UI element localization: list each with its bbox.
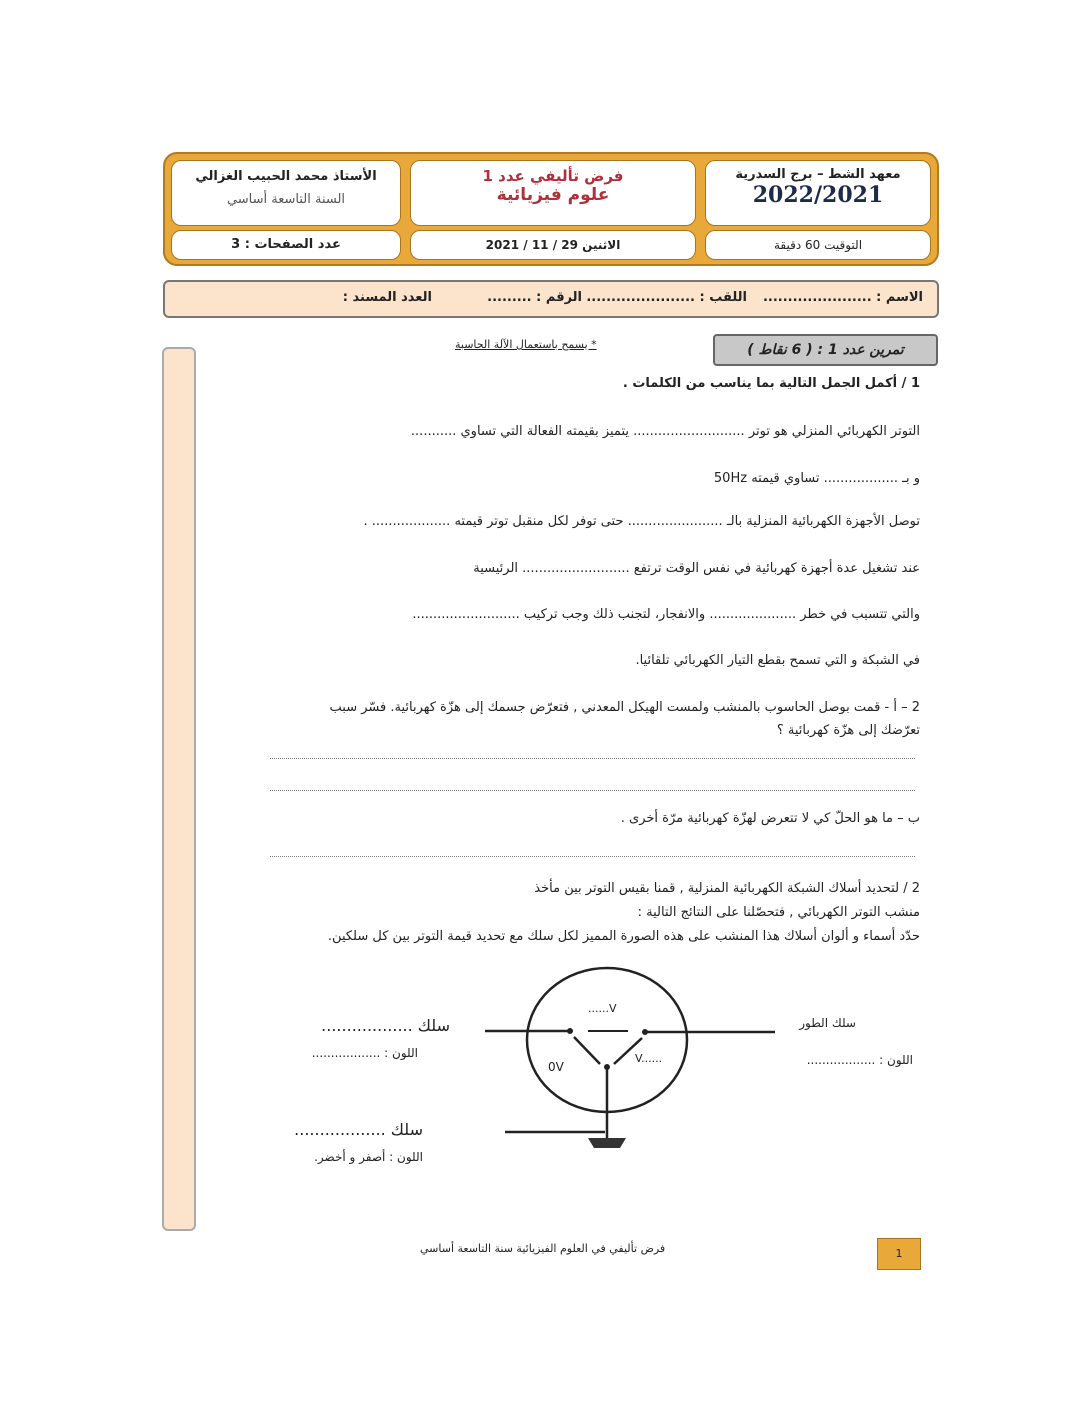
school-name: معهد الشط – برج السدرية [735, 167, 901, 182]
question-3-line-2: منشب التوتر الكهربائي , فتحصّلنا على النتائج التالية : [637, 905, 920, 920]
exam-title-cell [410, 160, 696, 226]
school-cell [705, 160, 931, 226]
sentence-2: و بـ .................. تساوي قيمته 50Hz [713, 471, 920, 486]
grade-field: العدد المسند : [342, 290, 432, 305]
footer-text: فرض تأليفي في العلوم الفيزيائية سنة التاسعة أساسي [420, 1242, 666, 1255]
voltage-top-label: ......V [588, 1002, 617, 1015]
question-2b: ب – ما هو الحلّ كي لا تتعرض لهزّة كهربائية مرّة أخرى . [620, 811, 920, 826]
voltage-left-label: 0V [548, 1060, 564, 1074]
margin-bar [162, 347, 196, 1231]
wire-left-color[interactable]: اللون : .................. [311, 1046, 418, 1060]
page-count: عدد الصفحات : 3 [171, 230, 401, 260]
level: السنة التاسعة أساسي [226, 192, 346, 207]
socket-diagram [470, 960, 790, 1160]
sentence-1: التوتر الكهربائي المنزلي هو توتر ........................... يتميز بقيمته الفعالة التي تساوي ........... [410, 424, 920, 439]
teacher-name: الأستاذ محمد الحبيب الغزالي [195, 169, 377, 184]
wire-phase-label: سلك الطور [799, 1016, 856, 1030]
question-2a: 2 – أ - قمت بوصل الحاسوب بالمنشب ولمست الهيكل المعدني , فتعرّض جسمك إلى هزّة كهربائية. فسّر سبب [329, 700, 920, 715]
teacher-cell [171, 160, 401, 226]
page-number: 1 [877, 1238, 921, 1270]
student-surname-field[interactable]: اللقب : ...................... [586, 290, 747, 305]
answer-line[interactable] [270, 758, 915, 759]
calculator-note: * يسمح باستعمال الآلة الحاسبة [455, 338, 597, 351]
question-3-line-3: حدّد أسماء و ألوان أسلاك هذا المنشب على هذه الصورة المميز لكل سلك مع تحديد قيمة التوتر بين كل سلكين. [327, 929, 920, 944]
header-frame [163, 152, 939, 266]
question-1: 1 / أكمل الجمل التالية بما يناسب من الكلمات . [622, 376, 920, 391]
wire-left-label[interactable]: سلك .................. [321, 1016, 450, 1035]
student-info-bar [163, 280, 939, 318]
wire-earth-label[interactable]: سلك .................. [294, 1120, 423, 1139]
voltage-right-label: V...... [635, 1052, 663, 1065]
exam-title: فرض تأليفي عدد 1 [482, 167, 624, 185]
exercise-title: تمرين عدد 1 : ( 6 نقاط ) [713, 334, 938, 366]
duration: التوقيت 60 دقيقة [705, 230, 931, 260]
subject: علوم فيزيائية [496, 185, 610, 205]
sentence-5: والتي تتسبب في خطر ..................... والانفجار، لتجنب ذلك وجب تركيب .......................... [412, 607, 920, 622]
answer-line[interactable] [270, 790, 915, 791]
student-name-field[interactable]: الاسم : ...................... [762, 290, 923, 305]
exam-date: الاثنين 29 / 11 / 2021 [410, 230, 696, 260]
question-2a-cont: تعرّضك إلى هزّة كهربائية ؟ [776, 723, 920, 738]
sentence-6: في الشبكة و التي تسمح بقطع التيار الكهربائي تلقائيا. [635, 653, 920, 668]
school-year: 2022/2021 [752, 182, 884, 208]
sentence-3: توصل الأجهزة الكهربائية المنزلية بالـ ....................... حتى توفر لكل منقبل توتر قيمته ................... . [363, 514, 920, 529]
question-3-line-1: 2 / لتحديد أسلاك الشبكة الكهربائية المنزلية , قمنا بقيس التوتر بين مأخذ [534, 881, 920, 896]
student-number-field[interactable]: الرقم : ......... [487, 290, 582, 305]
answer-line[interactable] [270, 856, 915, 857]
wire-phase-color[interactable]: اللون : .................. [806, 1053, 913, 1067]
sentence-4: عند تشغيل عدة أجهزة كهربائية في نفس الوقت ترتفع .......................... الرئيسية [473, 561, 920, 576]
wire-earth-color: اللون : أصفر و أخضر. [314, 1150, 423, 1164]
